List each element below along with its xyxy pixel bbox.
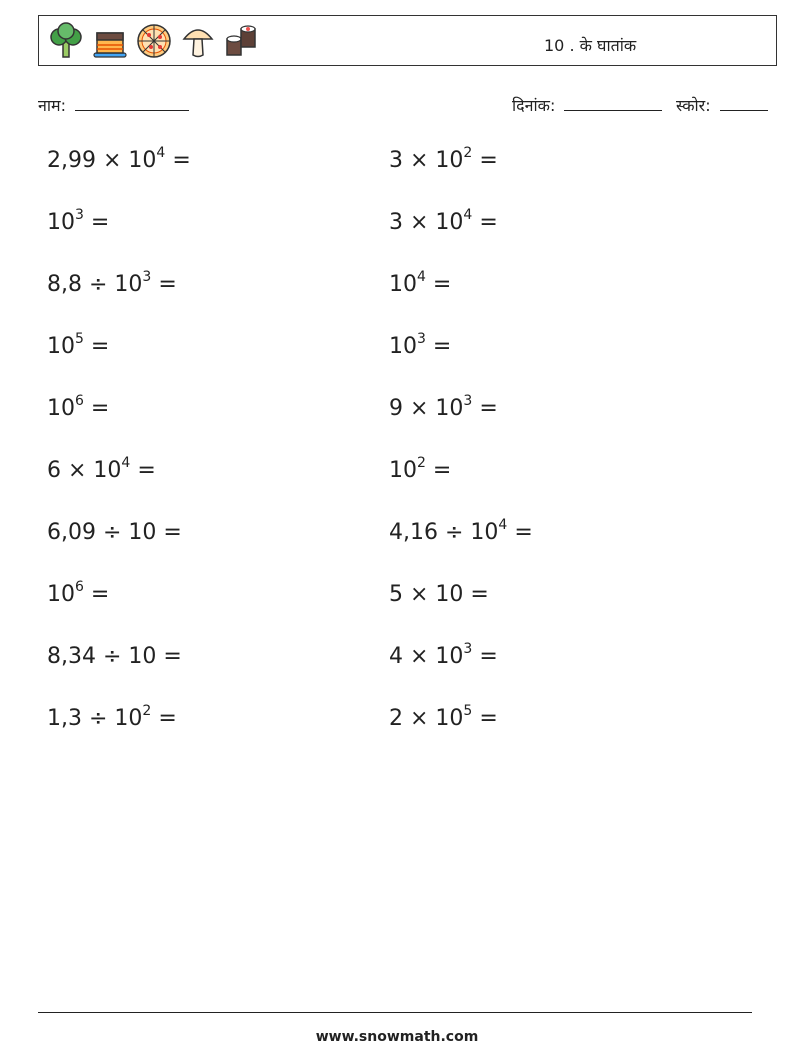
problem-13 bbox=[47, 520, 182, 545]
problem-11 bbox=[47, 455, 156, 483]
problem-8 bbox=[389, 331, 452, 359]
problem-exponent: 3 bbox=[417, 331, 426, 347]
date-label: दिनांक: bbox=[512, 96, 556, 115]
problem-equals: = bbox=[165, 148, 191, 173]
broccoli-icon bbox=[47, 21, 85, 61]
score-blank bbox=[720, 98, 768, 111]
problem-exponent: 4 bbox=[417, 269, 426, 285]
problem-2 bbox=[389, 145, 498, 173]
problem-equals: = bbox=[83, 210, 110, 235]
name-blank bbox=[75, 98, 189, 111]
problem-9 bbox=[47, 393, 110, 421]
problem-19 bbox=[47, 703, 177, 731]
score-label: स्कोर: bbox=[676, 96, 711, 115]
problem-exponent: 6 bbox=[75, 393, 84, 409]
problem-equals: = bbox=[472, 396, 498, 421]
problem-equals: = bbox=[472, 210, 498, 235]
problem-3 bbox=[47, 207, 110, 235]
problem-expression: 10 bbox=[47, 396, 75, 421]
problem-exponent: 5 bbox=[463, 703, 473, 719]
problem-14 bbox=[389, 517, 533, 545]
problem-exponent: 2 bbox=[463, 145, 473, 161]
problem-equals: = bbox=[472, 148, 498, 173]
date-field bbox=[512, 94, 662, 116]
problem-expression: 10 bbox=[389, 334, 417, 359]
problem-17 bbox=[47, 644, 182, 669]
problem-exponent: 6 bbox=[75, 579, 84, 595]
problem-exponent: 3 bbox=[142, 269, 152, 285]
problem-15 bbox=[47, 579, 110, 607]
problem-expression: 10 bbox=[47, 210, 75, 235]
problem-equals: = bbox=[425, 334, 452, 359]
problem-equals: = bbox=[151, 706, 177, 731]
problem-10 bbox=[389, 393, 498, 421]
problem-4 bbox=[389, 207, 498, 235]
problem-expression: 10 bbox=[47, 334, 75, 359]
problem-expression: 9 × 10 bbox=[389, 396, 464, 421]
problem-exponent: 5 bbox=[75, 331, 84, 347]
food-icons bbox=[47, 21, 261, 61]
problem-exponent: 4 bbox=[498, 517, 508, 533]
problem-exponent: 2 bbox=[417, 455, 426, 471]
problem-7 bbox=[47, 331, 110, 359]
cake-icon bbox=[91, 21, 129, 61]
problem-exponent: 3 bbox=[463, 641, 473, 657]
problem-5 bbox=[47, 269, 177, 297]
problem-exponent: 3 bbox=[463, 393, 473, 409]
problem-expression: 3 × 10 bbox=[389, 210, 464, 235]
pizza-icon bbox=[135, 21, 173, 61]
page-title: 10 . के घातांक bbox=[544, 36, 637, 55]
problem-equals: = bbox=[472, 706, 498, 731]
problem-6 bbox=[389, 269, 452, 297]
problem-equals: = bbox=[83, 582, 110, 607]
problem-exponent: 2 bbox=[142, 703, 152, 719]
problem-equals: = bbox=[83, 396, 110, 421]
problem-expression: 2 × 10 bbox=[389, 706, 464, 731]
mushroom-icon bbox=[179, 21, 217, 61]
problem-expression: 8,34 ÷ 10 = bbox=[47, 644, 182, 669]
score-field bbox=[676, 94, 768, 116]
problem-16 bbox=[389, 582, 489, 607]
problem-equals: = bbox=[130, 458, 156, 483]
sushi-roll-icon bbox=[223, 21, 261, 61]
problem-expression: 3 × 10 bbox=[389, 148, 464, 173]
name-field bbox=[38, 94, 189, 116]
problem-equals: = bbox=[507, 520, 533, 545]
problem-1 bbox=[47, 145, 191, 173]
problem-equals: = bbox=[425, 458, 452, 483]
problem-18 bbox=[389, 641, 498, 669]
problem-exponent: 4 bbox=[121, 455, 131, 471]
problem-expression: 10 bbox=[389, 272, 417, 297]
problem-12 bbox=[389, 455, 452, 483]
problem-equals: = bbox=[472, 644, 498, 669]
problem-exponent: 3 bbox=[75, 207, 84, 223]
problem-equals: = bbox=[425, 272, 452, 297]
problem-expression: 5 × 10 = bbox=[389, 582, 489, 607]
problem-expression: 6,09 ÷ 10 = bbox=[47, 520, 182, 545]
problem-expression: 1,3 ÷ 10 bbox=[47, 706, 143, 731]
footer-divider bbox=[38, 1012, 752, 1013]
problem-equals: = bbox=[83, 334, 110, 359]
problem-exponent: 4 bbox=[156, 145, 166, 161]
problem-equals: = bbox=[151, 272, 177, 297]
name-label: नाम: bbox=[38, 96, 66, 115]
problem-expression: 10 bbox=[389, 458, 417, 483]
problem-expression: 8,8 ÷ 10 bbox=[47, 272, 143, 297]
problem-expression: 4 × 10 bbox=[389, 644, 464, 669]
problem-expression: 10 bbox=[47, 582, 75, 607]
problem-expression: 2,99 × 10 bbox=[47, 148, 157, 173]
problem-exponent: 4 bbox=[463, 207, 473, 223]
problem-expression: 4,16 ÷ 10 bbox=[389, 520, 499, 545]
problem-expression: 6 × 10 bbox=[47, 458, 122, 483]
footer-site: www.snowmath.com bbox=[315, 1029, 479, 1045]
problem-20 bbox=[389, 703, 498, 731]
date-blank bbox=[564, 98, 662, 111]
worksheet-header bbox=[38, 15, 777, 66]
